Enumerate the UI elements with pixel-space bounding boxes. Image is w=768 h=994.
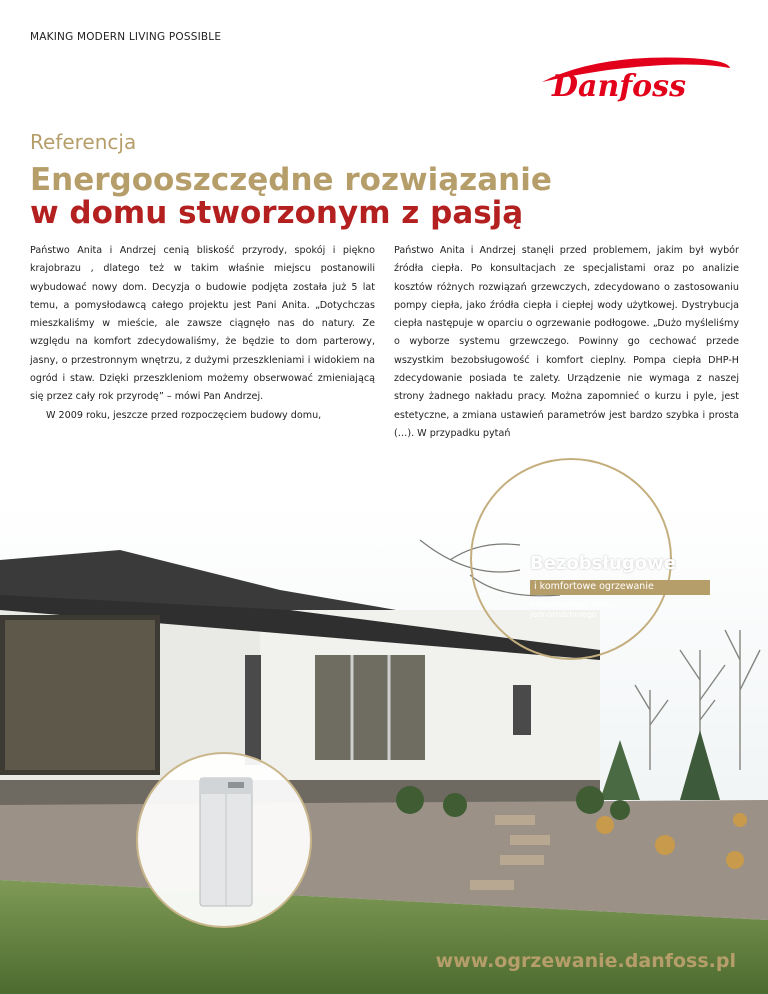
heat-pump-icon (138, 754, 310, 926)
left-paragraph-2: W 2009 roku, jeszcze przed rozpoczęciem budowy domu, (46, 409, 322, 421)
title-line-2: w domu stworzonym z pasją (30, 195, 524, 231)
left-paragraph-1: Państwo Anita i Andrzej cenią bliskość przyrody, spokój i piękno krajobrazu , dlatego też w takim właśnie miejscu postanowili wybudować nowy dom. Decyzja o budowie podjęta została już 5 lat temu, a pomysłodawcą całego projektu jest Pani Anita. „Dotychczas mieszkaliśmy w mieście, ale zawsze ciągnęło nas do natury. Ze względu na komfort zdecydowaliśmy, że będzie to dom parterowy, jasny, o przestronnym wnętrzu, z dużymi przeszkleniami i widokiem na ogród i staw. Dzięki przeszkleniom możemy obserwować zmieniającą się przez cały rok przyrodę” – mówi Pan Andrzej. (30, 245, 375, 403)
callout-subtitle-bar (530, 580, 710, 595)
heat-pump-inset (136, 752, 312, 928)
article-title (30, 164, 590, 230)
callout-detail: nowoczesnego domu jednorodzinnego (530, 600, 615, 619)
callout-subtitle: i komfortowe ogrzewanie (534, 581, 654, 592)
left-column (30, 242, 375, 425)
callout-title: Bezobsługowe (530, 553, 676, 574)
kicker-label: Referencja (30, 130, 137, 154)
right-column (394, 242, 739, 443)
danfoss-logo (538, 48, 734, 112)
tagline: MAKING MODERN LIVING POSSIBLE (30, 31, 222, 43)
title-line-1: Energooszczędne rozwiązanie (30, 162, 552, 198)
right-paragraph-1: Państwo Anita i Andrzej stanęli przed problemem, jakim był wybór źródła ciepła. Po konsultacjach ze specjalistami oraz po analizie kosztów różnych rozwiązań grzewczych, zdecydowano o zastosowaniu pompy ciepła, jako źródła ciepła i ciepłej wody użytkowej. Dystrybucja ciepła następuje w oparciu o ogrzewanie podłogowe. „Dużo myśleliśmy o wyborze systemu grzewczego. Powinny go cechować przede wszystkim bezobsługowość i komfort cieplny. Pompa ciepła DHP-H zdecydowanie posiada te zalety. Urządzenie nie wymaga z naszej strony żadnego nakładu pracy. Można zapomnieć o kurzu i pyle, jest estetyczne, a zmiana ustawień parametrów jest bardzo szybka i prosta (…). W przypadku pytań (394, 245, 739, 439)
svg-text:Danfoss: Danfoss (552, 69, 686, 104)
website-url[interactable]: www.ogrzewanie.danfoss.pl (435, 950, 736, 972)
